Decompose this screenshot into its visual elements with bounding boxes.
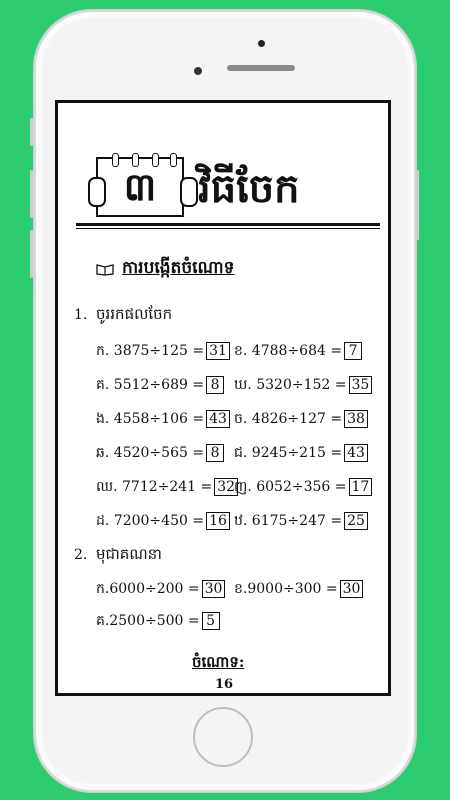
answer-box: 16: [206, 512, 230, 530]
item-expression: 9245÷215 =: [251, 445, 343, 461]
answer-box: 5: [202, 612, 220, 630]
item-label: ឋ.: [234, 513, 248, 529]
question-number: 1.: [74, 307, 88, 323]
exercise-item: [96, 409, 230, 430]
item-expression: 7200÷450 =: [113, 513, 205, 529]
item-label: ឆ.: [96, 445, 110, 461]
item-expression: 2500÷500 =: [109, 613, 200, 629]
exercise-item: [234, 477, 372, 498]
item-expression: 4558÷106 =: [113, 411, 205, 427]
item-label: គ.: [96, 613, 110, 629]
divider: [76, 223, 380, 226]
answer-box: 32: [214, 478, 238, 496]
item-expression: 4788÷684 =: [251, 343, 343, 359]
item-label: ក.: [96, 343, 110, 359]
volume-up-button: [30, 170, 33, 218]
exercise-item: [234, 443, 368, 464]
item-expression: 6000÷200 =: [109, 581, 200, 597]
item-label: ច.: [234, 411, 248, 427]
chapter-number-box: [96, 157, 184, 217]
answer-box: 8: [206, 444, 224, 462]
power-button: [416, 170, 419, 240]
item-label: ក.: [96, 581, 110, 597]
item-label: ង.: [96, 411, 110, 427]
exercise-item: [96, 375, 224, 396]
item-label: ឃ.: [234, 377, 252, 393]
exercise-item: [234, 511, 368, 532]
exercise-item: [96, 579, 225, 600]
chapter-title: វិធីចែក: [198, 165, 300, 212]
chapter-number: ៣: [123, 164, 157, 209]
question-title: ចូររកផលចែក: [96, 305, 173, 323]
answer-box: 38: [344, 410, 368, 428]
page-number: 16: [214, 677, 234, 692]
item-expression: 6052÷356 =: [256, 479, 347, 495]
item-expression: 4520÷565 =: [113, 445, 205, 461]
item-label: ជ.: [234, 445, 248, 461]
item-label: ញ.: [234, 479, 252, 495]
exercise-item: [234, 375, 372, 396]
answer-box: 35: [349, 376, 373, 394]
item-label: ឈ.: [96, 479, 118, 495]
answer-box: 7: [344, 342, 362, 360]
item-expression: 9000÷300 =: [247, 581, 338, 597]
home-button[interactable]: [193, 707, 253, 767]
side-button: [30, 118, 33, 146]
hand-icon: [180, 177, 198, 207]
exercise-item: [234, 341, 362, 362]
exercise-item: [96, 511, 230, 532]
divider: [76, 228, 380, 229]
answer-box: 30: [202, 580, 226, 598]
answer-box: 17: [349, 478, 373, 496]
volume-down-button: [30, 230, 33, 278]
item-expression: 5320÷152 =: [256, 377, 347, 393]
book-icon: [96, 263, 114, 276]
answer-box: 43: [344, 444, 368, 462]
screen: [55, 100, 391, 696]
item-expression: 4826÷127 =: [251, 411, 343, 427]
answer-box: 43: [206, 410, 230, 428]
exercise-item: [96, 477, 238, 498]
question-number: 2.: [74, 547, 88, 563]
item-label: គ.: [96, 377, 110, 393]
item-expression: 3875÷125 =: [113, 343, 205, 359]
item-expression: 6175÷247 =: [251, 513, 343, 529]
exercise-item: [96, 341, 230, 362]
item-expression: 5512÷689 =: [113, 377, 205, 393]
item-label: ដ.: [96, 513, 110, 529]
exercise-item: [96, 443, 224, 464]
answer-box: 8: [206, 376, 224, 394]
section-title: ការបង្កើតចំណោទ: [122, 258, 235, 278]
item-label: ខ.: [234, 581, 248, 597]
exercise-item: [234, 579, 363, 600]
answer-box: 31: [206, 342, 230, 360]
answer-box: 25: [344, 512, 368, 530]
exercise-item: [234, 409, 368, 430]
front-lens-icon: [194, 67, 202, 75]
item-expression: 7712÷241 =: [122, 479, 213, 495]
item-label: ខ.: [234, 343, 248, 359]
exercise-item: [96, 611, 220, 632]
answer-box: 30: [340, 580, 364, 598]
question-title: មុជាគណនា: [96, 545, 162, 563]
problem-heading: ចំណោទ:: [192, 653, 245, 671]
camera-icon: [258, 40, 265, 47]
textbook-page: [66, 111, 382, 691]
speaker-grille: [227, 65, 295, 71]
